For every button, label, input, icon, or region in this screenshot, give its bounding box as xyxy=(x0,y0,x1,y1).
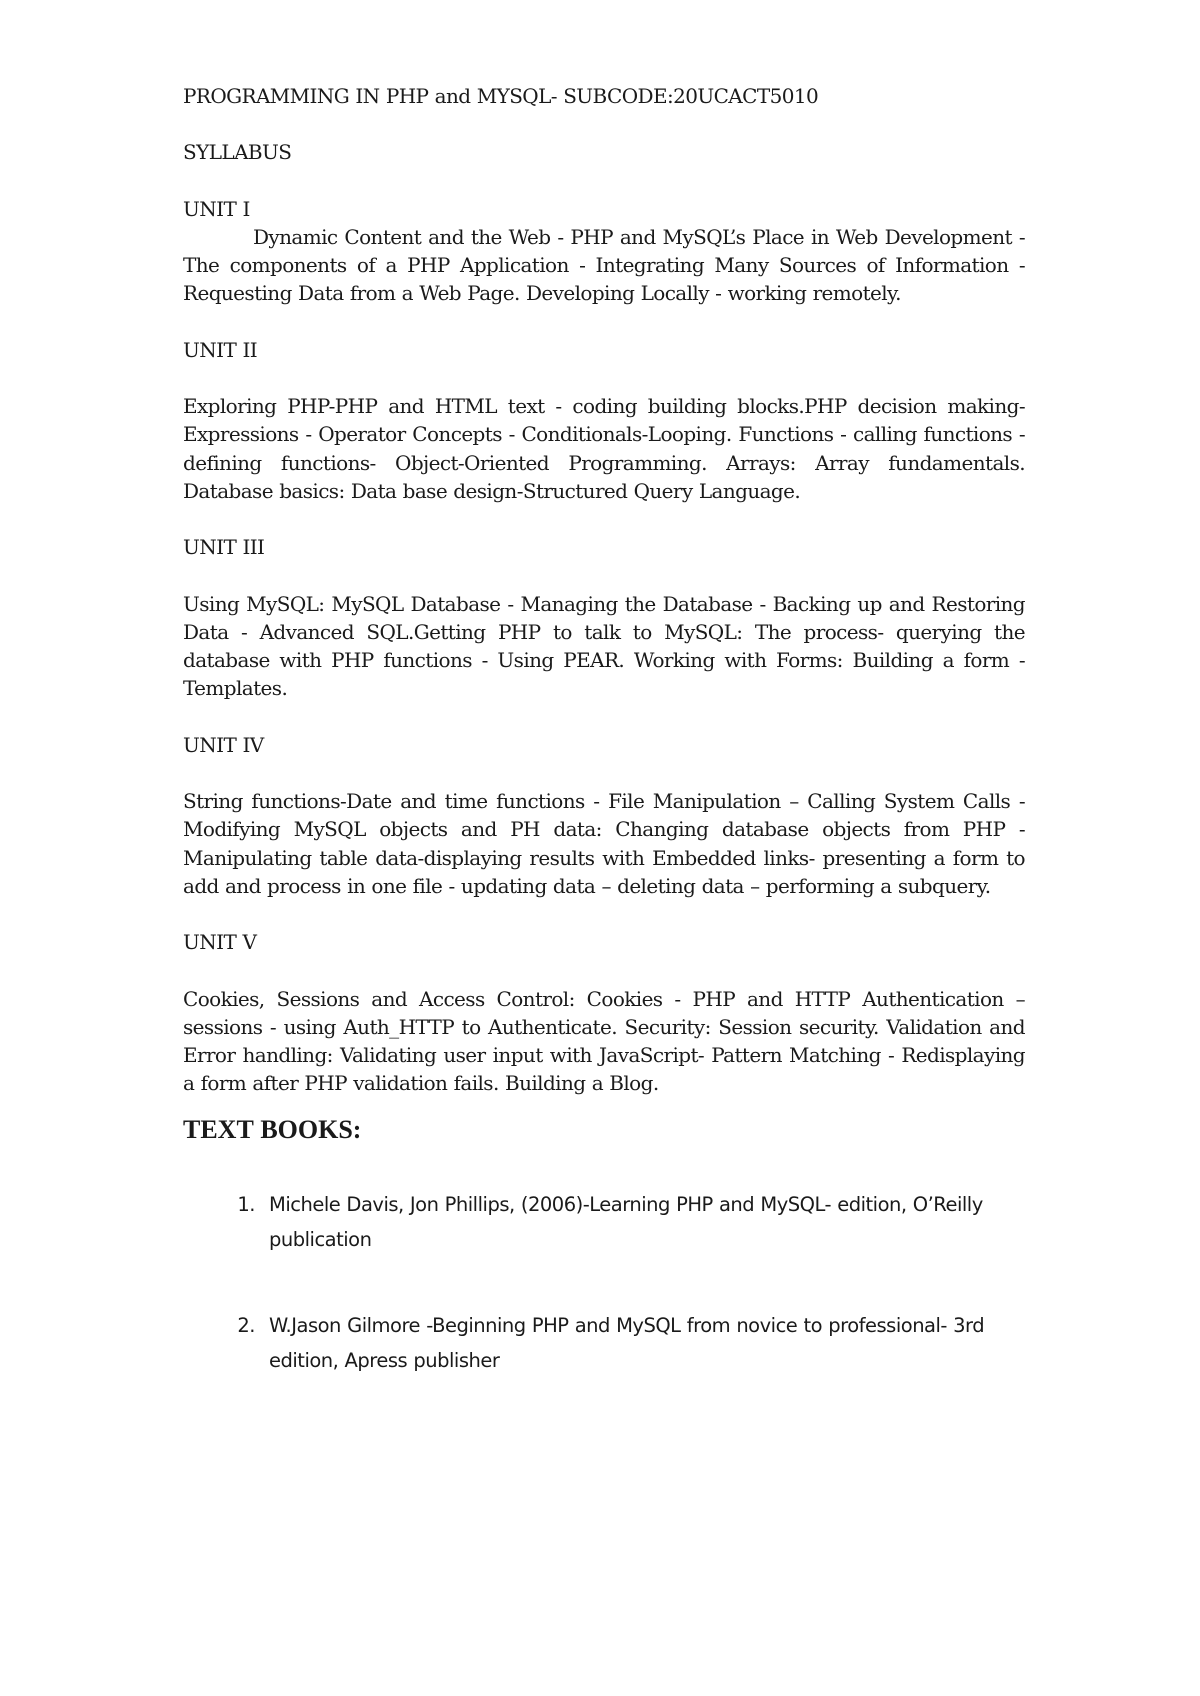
unit-2-heading: UNIT II xyxy=(183,337,258,362)
document-page xyxy=(183,82,1025,1582)
unit-3-heading: UNIT III xyxy=(183,535,265,560)
textbook-number: 2. xyxy=(237,1314,255,1337)
textbook-text: W.Jason Gilmore -Beginning PHP and MySQL from novice to professional- 3rd edition, Apress publisher xyxy=(269,1314,985,1372)
textbooks-list xyxy=(183,1188,1025,1430)
unit-2-content: Exploring PHP-PHP and HTML text - coding building blocks.PHP decision making- Expressions - Operator Concepts - Conditionals-Looping. Functions - calling functions - defining functions- Object-Oriented Programming. Arrays: Array fundamentals. Database basics: Data base design-Structured Query Language. xyxy=(183,394,1025,503)
textbook-item xyxy=(183,1309,1025,1378)
unit-4-heading: UNIT IV xyxy=(183,732,264,757)
unit-5-content: Cookies, Sessions and Access Control: Cookies - PHP and HTTP Authentication – sessions - using Auth_HTTP to Authenticate. Security: Session security. Validation and Error handling: Validating user input with JavaScript- Pattern Matching - Redisplaying a form after PHP validation fails. Building a Blog. xyxy=(183,986,1025,1096)
document-title: PROGRAMMING IN PHP and MYSQL- SUBCODE:20UCACT5010 xyxy=(183,84,819,108)
unit-1-content: Dynamic Content and the Web - PHP and MySQL’s Place in Web Development - The components of a PHP Application - Integrating Many Sources of Information - Requesting Data from a Web Page. Developing Locally - working remotely. xyxy=(183,224,1025,306)
unit-4-content: String functions-Date and time functions - File Manipulation – Calling System Calls - Modifying MySQL objects and PH data: Changing database objects from PHP - Manipulating table data-displaying results with Embedded links- presenting a form to add and process in one file - updating data – deleting data – performing a subquery. xyxy=(183,789,1025,898)
unit-1-heading: UNIT I xyxy=(183,196,250,221)
syllabus-heading: SYLLABUS xyxy=(183,140,292,165)
textbook-text: Michele Davis, Jon Phillips, (2006)-Learning PHP and MySQL- edition, O’Reilly publication xyxy=(269,1193,983,1251)
textbooks-heading: TEXT BOOKS: xyxy=(183,1115,362,1144)
textbook-item xyxy=(183,1188,1025,1257)
textbook-number: 1. xyxy=(237,1193,255,1216)
unit-3-content: Using MySQL: MySQL Database - Managing the Database - Backing up and Restoring Data - Advanced SQL.Getting PHP to talk to MySQL: The process- querying the database with PHP functions - Using PEAR. Working with Forms: Building a form - Templates. xyxy=(183,591,1025,701)
unit-5-heading: UNIT V xyxy=(183,930,257,955)
